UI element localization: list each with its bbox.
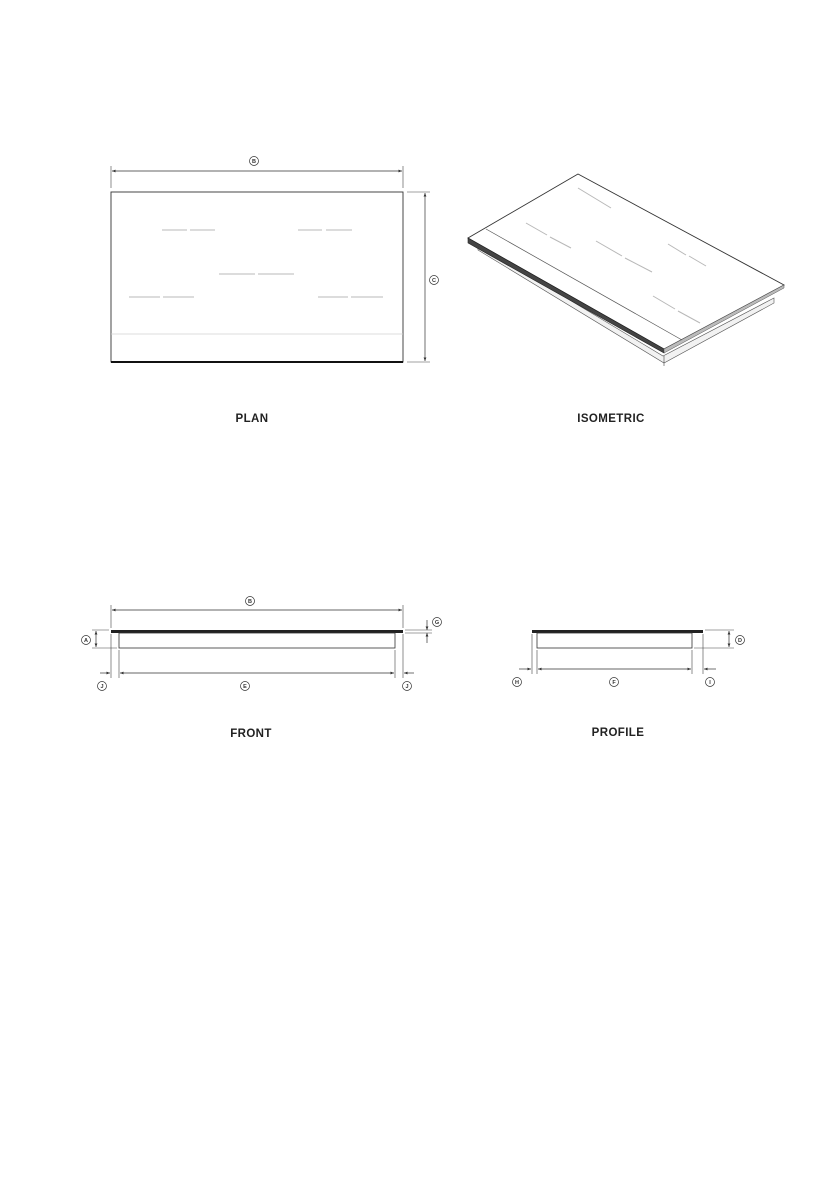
dimension-label-b: B bbox=[252, 159, 256, 165]
front-dimension-b bbox=[111, 597, 403, 629]
front-caption: FRONT bbox=[230, 728, 272, 740]
front-glass-top bbox=[111, 630, 403, 633]
dimension-label-i: I bbox=[709, 680, 711, 686]
isometric-view bbox=[468, 174, 784, 425]
plan-view bbox=[111, 157, 439, 426]
dimension-label-a: A bbox=[84, 638, 88, 644]
dimension-label-e: E bbox=[243, 684, 247, 690]
front-body bbox=[119, 633, 395, 648]
dimension-label-h: H bbox=[515, 680, 519, 686]
front-view bbox=[82, 597, 442, 741]
front-dimension-g bbox=[405, 618, 442, 644]
plan-outline bbox=[111, 192, 403, 362]
front-dimension-j-left bbox=[98, 673, 111, 691]
front-dimension-j-right bbox=[403, 673, 415, 691]
dimension-label-c: C bbox=[432, 278, 436, 284]
dimension-label-j: J bbox=[100, 684, 104, 690]
dimension-label-j: J bbox=[405, 684, 409, 690]
profile-view bbox=[513, 630, 745, 739]
profile-caption: PROFILE bbox=[591, 727, 645, 739]
dimension-label-b: B bbox=[248, 599, 252, 605]
profile-dimension-h bbox=[513, 669, 532, 687]
isometric-caption: ISOMETRIC bbox=[577, 413, 645, 425]
profile-body bbox=[537, 633, 692, 648]
dimension-label-g: G bbox=[434, 620, 440, 626]
dimension-label-f: F bbox=[612, 680, 616, 686]
profile-glass-top bbox=[532, 630, 703, 633]
plan-dimension-b bbox=[111, 157, 403, 189]
profile-dimension-i bbox=[704, 669, 716, 687]
plan-dimension-c bbox=[407, 192, 439, 362]
dimension-label-d: D bbox=[738, 638, 742, 644]
plan-caption: PLAN bbox=[235, 413, 269, 425]
